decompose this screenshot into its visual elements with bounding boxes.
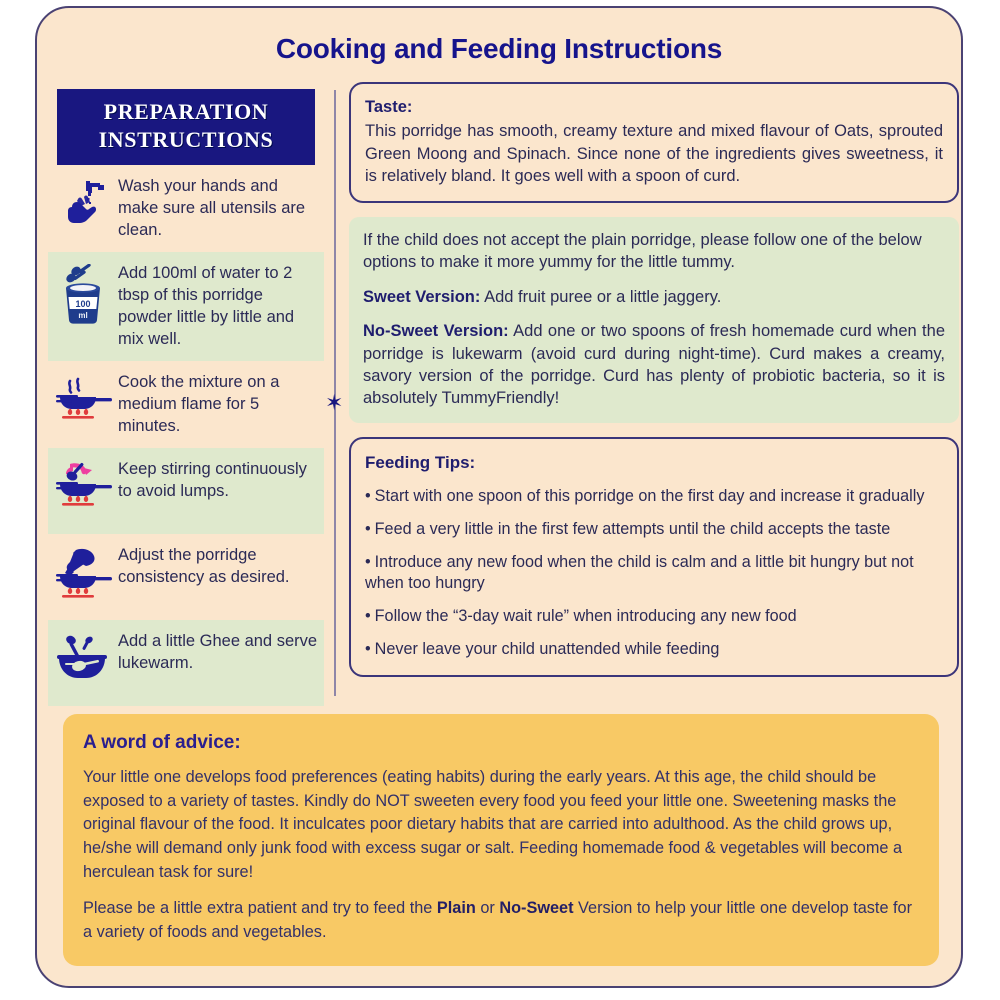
feeding-tip-item <box>365 606 943 627</box>
feeding-tip-text: Introduce any new food when the child is calm and a little bit hungry but not when too hungry <box>365 553 914 593</box>
bullet-icon: • <box>365 519 371 538</box>
bowl-spoons-icon <box>52 630 116 684</box>
advice-p2-part1: Please be a little extra patient and try to feed the <box>83 899 437 918</box>
versions-intro: If the child does not accept the plain porridge, please follow one of the below options to make it more yummy for the little tummy. <box>363 230 922 272</box>
feeding-tips-box <box>349 437 959 677</box>
sweet-version-line <box>363 286 945 308</box>
main-content <box>349 80 959 706</box>
preparation-badge-line2: INSTRUCTIONS <box>98 127 274 153</box>
advice-p2-part3: Version to help your little one develop taste for a variety of foods and vegetables. <box>83 899 913 941</box>
feeding-tips-heading: Feeding Tips: <box>365 452 476 472</box>
svg-text:ml: ml <box>78 311 88 321</box>
preparation-step-text: Cook the mixture on a medium flame for 5 minutes. <box>118 372 280 435</box>
pouring-jug-pan-icon <box>52 544 116 602</box>
versions-box <box>349 217 959 423</box>
feeding-tip-text: Never leave your child unattended while feeding <box>374 640 720 659</box>
preparation-step <box>48 534 324 620</box>
taste-box <box>349 82 959 203</box>
preparation-step-text: Add a little Ghee and serve lukewarm. <box>118 631 318 672</box>
advice-p2-part2: or <box>475 899 500 918</box>
svg-text:100: 100 <box>75 299 91 310</box>
feeding-tip-text: Follow the “3-day wait rule” when introducing any new food <box>374 607 797 626</box>
taste-body: This porridge has smooth, creamy texture and mixed flavour of Oats, sprouted Green Moong and Spinach. Since none of the ingredients gives sweetness, it is relatively bland. It goes well with a spoon of curd. <box>365 122 943 186</box>
pan-flame-icon <box>52 371 116 427</box>
preparation-badge-line1: PREPARATION <box>103 99 269 124</box>
bullet-icon: • <box>365 553 371 572</box>
preparation-sidebar <box>48 80 324 706</box>
nosweet-version-line <box>363 320 945 410</box>
nosweet-version-text: Add one or two spoons of fresh homemade curd when the porridge is lukewarm (avoid curd during night-time). Curd makes a creamy, savory version of the porridge. Curd has plenty of probiotic bacteria, so it is absolutely TummyFriendly! <box>363 322 945 408</box>
stirring-pan-icon <box>52 458 116 514</box>
sweet-version-text: Add fruit puree or a little jaggery. <box>480 287 722 306</box>
bullet-icon: • <box>365 486 371 505</box>
advice-p2-bold-nosweet: No-Sweet <box>499 899 574 918</box>
taste-heading: Taste: <box>365 98 413 116</box>
feeding-tip-item <box>365 486 943 507</box>
page-title: Cooking and Feeding Instructions <box>275 33 723 64</box>
feeding-tip-item <box>365 639 943 660</box>
advice-box <box>63 714 939 966</box>
preparation-step-text: Wash your hands and make sure all utensils are clean. <box>118 177 306 240</box>
instruction-card <box>35 6 963 988</box>
sweet-version-label: Sweet Version: <box>363 287 481 306</box>
feeding-tip-item <box>365 519 943 540</box>
preparation-step <box>48 252 324 361</box>
content-columns <box>37 80 963 706</box>
preparation-step-text: Adjust the porridge consistency as desired. <box>118 545 290 586</box>
feeding-tip-item <box>365 552 943 594</box>
bullet-icon: • <box>365 607 371 626</box>
feeding-tip-text: Feed a very little in the first few attempts until the child accepts the taste <box>374 519 891 538</box>
measuring-cup-icon <box>52 262 116 324</box>
handwash-icon <box>52 175 116 229</box>
preparation-badge <box>57 89 315 165</box>
star-icon: ✶ <box>325 390 344 415</box>
preparation-step <box>48 448 324 534</box>
nosweet-version-label: No-Sweet Version: <box>363 322 509 341</box>
preparation-step <box>48 361 324 448</box>
preparation-step-text: Keep stirring continuously to avoid lumps. <box>118 459 307 500</box>
advice-p2-bold-plain: Plain <box>436 899 476 918</box>
advice-paragraph-1: Your little one develops food preferences (eating habits) during the early years. At this age, the child should be exposed to a variety of tastes. Kindly do NOT sweeten every food you feed your little one. Sweetening masks the original flavour of the food. It inculcates poor dietary habits that are carried into adulthood. As the child grows up, he/she will demand only junk food with excess sugar or salt. Feeding homemade food & vegetables will become a herculean task for sure! <box>83 768 903 881</box>
bullet-icon: • <box>365 640 371 659</box>
preparation-step-text: Add 100ml of water to 2 tbsp of this porridge powder little by little and mix well. <box>118 264 295 348</box>
column-divider <box>325 90 344 696</box>
preparation-step <box>48 165 324 252</box>
feeding-tip-text: Start with one spoon of this porridge on the first day and increase it gradually <box>374 486 925 505</box>
advice-heading: A word of advice: <box>83 732 241 753</box>
advice-paragraph-2 <box>83 897 919 944</box>
preparation-step <box>48 620 324 706</box>
